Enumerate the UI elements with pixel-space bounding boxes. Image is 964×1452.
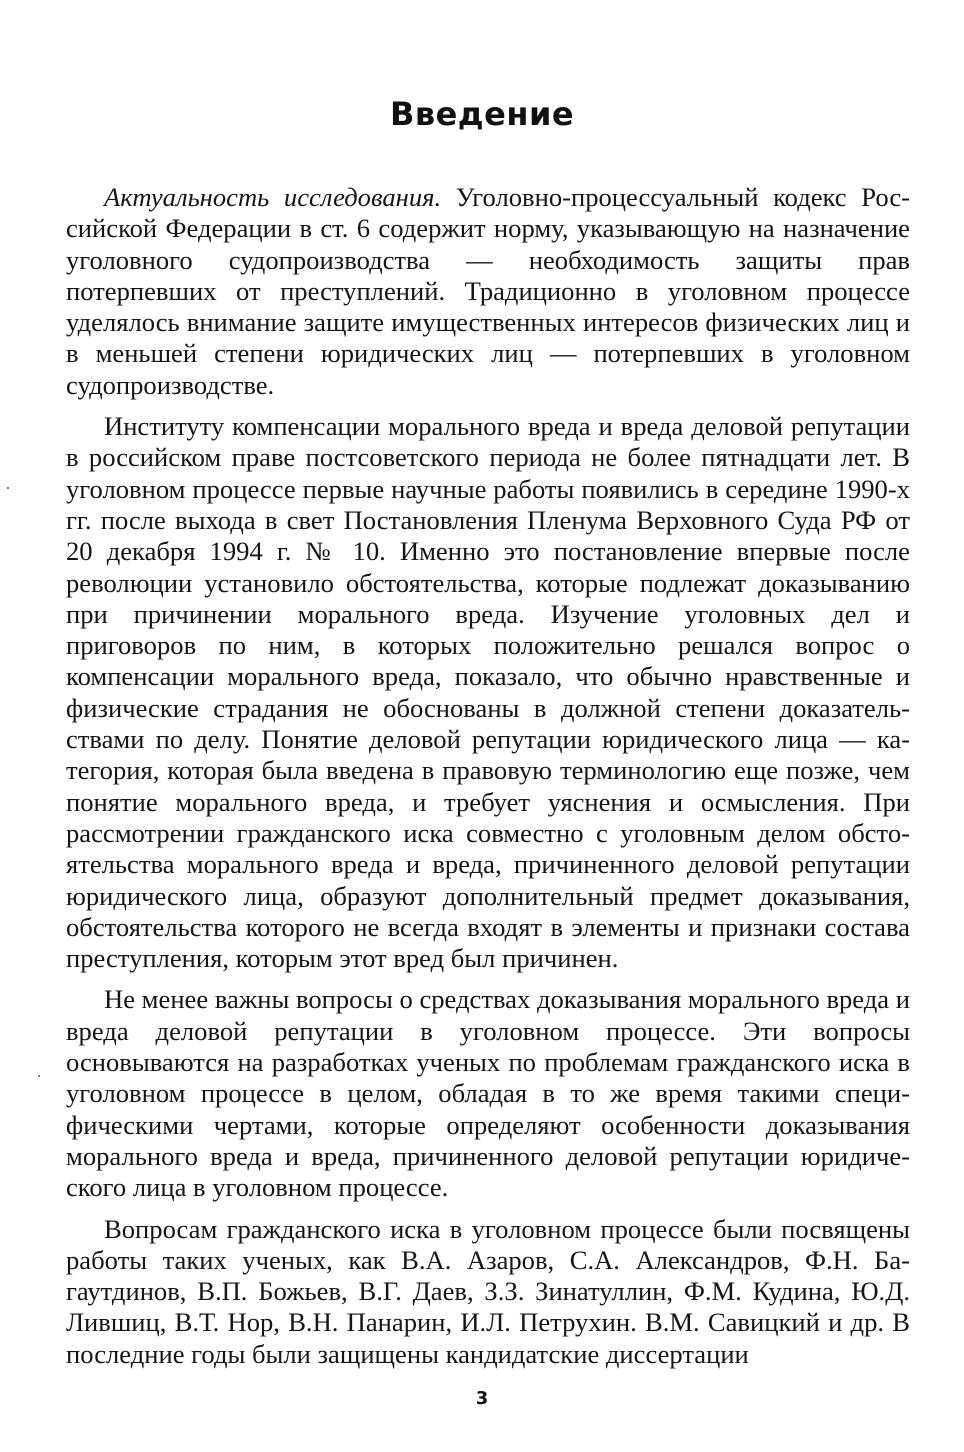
- scan-speck: [38, 1075, 40, 1077]
- paragraph-text: Вопросам гражданского иска в уголовном процессе были посвящены работы таких ученых, как В.А. Азаров, С.А. Александров, Ф.Н. Багаутдинов, В.П. Божьев, В.Г. Даев, З.З. Зинатуллин, Ф.М. Кудина, Ю.Д. Лившиц, В.Т. Нор, В.Н. Панарин, И.Л. Петрухин. В.М. Савицкий и др. В последние годы были защищены кандидатские диссертации: [66, 1213, 910, 1369]
- paragraph-text: Институту компенсации морального вреда и вреда деловой репутации в российском праве постсоветского периода не более пятнадцати лет. В уголовном процессе первые научные работы появились в середине 1990-х гг. после выхода в свет Постановления Пленума Верховного Суда РФ от 20 декабря 1994 г. № 10. Именно это постановление впервые после революции установило обстоятельства, которые подлежат доказыванию при причинении морального вреда. Изучение уголовных дел и приговоров по ним, в которых положительно решался вопрос о компенсации морального вреда, показало, что обычно нравственные и физические страдания не обоснованы в должной степени доказательствами по делу. Понятие деловой репутации юридического лица — категория, которая была введена в правовую терминологию еще позже, чем понятие морального вреда, и требует уяснения и осмысления. При рассмотрении гражданского иска совместно с уголовным делом обстоятельства морального вреда и вреда, причиненного деловой репутации юридического лица, образуют дополнительный предмет доказывания, обстоятельства которого не всегда входят в элементы и признаки состава преступления, которым этот вред был причинен.: [66, 411, 910, 974]
- scan-speck: [7, 487, 9, 489]
- paragraph-relevance: [66, 182, 910, 401]
- page-number: 3: [475, 1388, 489, 1409]
- paragraph-text: Уголовно-процессуальный кодекс Российской Федерации в ст. 6 содержит норму, указывающую на назначение уголовного судопроизводства — необходимость защиты прав потерпевших от преступлений. Традиционно в уголовном процессе уделялось внимание защите имущественных интересов физических лиц и в меньшей степени юридических лиц — потерпевших в уголовном судопроизводстве.: [66, 182, 910, 400]
- paragraph-text: Не менее важны вопросы о средствах доказывания морального вреда и вреда деловой репутации в уголовном процессе. Эти вопросы основываются на разработках ученых по проблемам гражданского иска в уголовном процессе в целом, обладая в то же время такими специфическими чертами, которые определяют особенности доказывания морального вреда и вреда, причиненного деловой репутации юридического лица в уголовном процессе.: [66, 984, 910, 1203]
- chapter-title: Введение: [389, 95, 575, 133]
- paragraph-lead: Актуальность исследования.: [104, 182, 442, 212]
- paragraph-scholars: [66, 1214, 910, 1370]
- paragraph-evidence-means: [66, 984, 910, 1203]
- paragraph-moral-harm-institute: [66, 411, 910, 974]
- body-text: [66, 182, 910, 1370]
